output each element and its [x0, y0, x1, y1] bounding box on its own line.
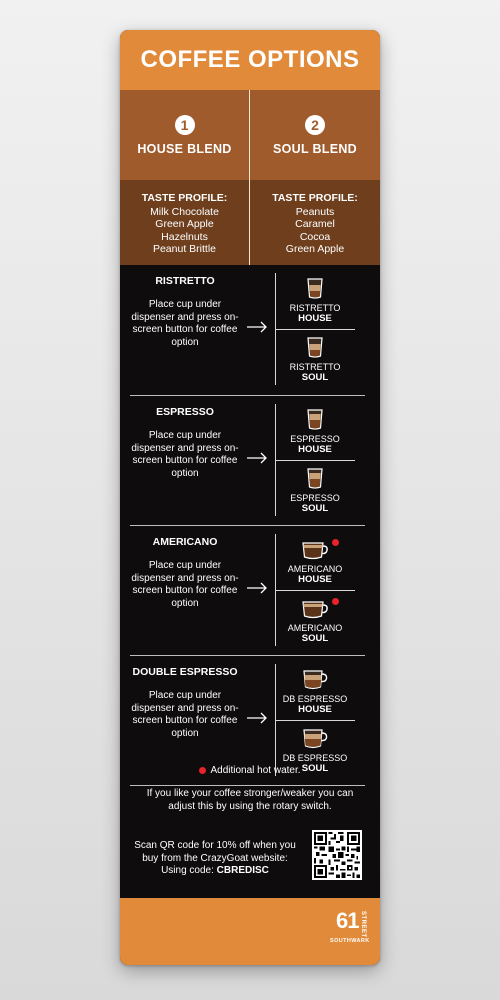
arrow-right-icon: [246, 712, 268, 724]
promo-code: CBREDISC: [216, 865, 269, 876]
footnote-text: Additional hot water.: [210, 765, 301, 776]
option-blend: HOUSE: [298, 444, 332, 455]
taste-note: Peanuts: [295, 205, 335, 218]
red-dot-icon: [199, 767, 206, 774]
qr-code-icon[interactable]: [312, 830, 362, 880]
logo-61-street: [330, 908, 370, 956]
option-name: AMERICANO: [287, 623, 343, 633]
option-blend: SOUL: [301, 633, 329, 644]
option-blend: HOUSE: [298, 574, 332, 585]
qr-promo-text: Scan QR code for 10% off when you buy from the CrazyGoat website:: [134, 840, 296, 864]
taste-profile-heading: TASTE PROFILE:: [141, 192, 228, 204]
section-americano: [120, 526, 380, 646]
logo-number: 61: [336, 908, 359, 933]
blend-number-badge: 1: [175, 115, 195, 135]
blend-header-row: [120, 90, 380, 180]
footer-band: [120, 898, 380, 965]
option-name: ESPRESSO: [290, 434, 340, 444]
section-description: Place cup under dispenser and press on-screen button for coffee option: [131, 560, 239, 609]
section-separator: [130, 785, 365, 786]
small-glass-cup-icon: [303, 276, 327, 300]
hot-water-indicator: [332, 539, 339, 546]
small-glass-cup-icon: [303, 466, 327, 490]
option-name: RISTRETTO: [289, 362, 341, 372]
glass-cup-icon: [300, 726, 330, 750]
arrow-right-icon: [246, 452, 268, 464]
section-description: Place cup under dispenser and press on-screen button for coffee option: [131, 299, 239, 348]
page-title: COFFEE OPTIONS: [120, 30, 380, 90]
taste-profile-heading: TASTE PROFILE:: [272, 192, 358, 204]
option-blend: SOUL: [301, 503, 329, 514]
taste-note: Green Apple: [285, 243, 345, 255]
option-name: DB ESPRESSO: [282, 753, 348, 763]
promo-code-line: [130, 865, 300, 878]
taste-note: Hazelnuts: [161, 230, 208, 243]
taste-profile-soul: [250, 180, 380, 265]
logo-street: STREET: [360, 911, 366, 938]
option-name: ESPRESSO: [290, 493, 340, 503]
mug-icon: [300, 537, 330, 561]
taste-note: Caramel: [295, 218, 335, 230]
mug-icon: [300, 596, 330, 620]
option-blend: HOUSE: [298, 704, 332, 715]
taste-profile-row: [120, 180, 380, 265]
taste-note: Peanut Brittle: [152, 243, 217, 255]
small-glass-cup-icon: [303, 407, 327, 431]
logo-area: SOUTHWARK: [330, 938, 370, 944]
option-name: RISTRETTO: [289, 303, 341, 313]
hot-water-footnote: [120, 765, 380, 776]
coffee-options-card: [120, 30, 380, 965]
section-ristretto: [120, 265, 380, 385]
promo-code-label: Using code:: [161, 865, 214, 876]
qr-promo: [130, 840, 300, 878]
section-description: Place cup under dispenser and press on-screen button for coffee option: [131, 690, 239, 739]
glass-cup-icon: [300, 667, 330, 691]
section-title: RISTRETTO: [155, 275, 215, 287]
option-name: DB ESPRESSO: [282, 694, 348, 704]
small-glass-cup-icon: [303, 335, 327, 359]
arrow-right-icon: [246, 321, 268, 333]
option-americano-soul[interactable]: [275, 595, 355, 651]
option-name: AMERICANO: [287, 564, 343, 574]
option-db-espresso-house[interactable]: [275, 666, 355, 722]
section-title: ESPRESSO: [156, 406, 214, 418]
blend-name: HOUSE BLEND: [137, 141, 232, 156]
option-americano-house[interactable]: [275, 536, 355, 592]
blend-soul: [250, 90, 380, 180]
option-espresso-soul[interactable]: [275, 465, 355, 521]
section-title: AMERICANO: [152, 536, 218, 548]
blend-name: SOUL BLEND: [272, 141, 358, 156]
strength-note: If you like your coffee stronger/weaker you can adjust this by using the rotary switch.: [146, 788, 354, 812]
section-description: Place cup under dispenser and press on-screen button for coffee option: [131, 430, 239, 479]
blend-house: [120, 90, 250, 180]
blend-number-badge: 2: [305, 115, 325, 135]
section-espresso: [120, 396, 380, 516]
option-blend: HOUSE: [298, 313, 332, 324]
option-espresso-house[interactable]: [275, 406, 355, 462]
option-blend: SOUL: [301, 763, 329, 774]
taste-note: Green Apple: [155, 218, 214, 230]
hot-water-indicator: [332, 598, 339, 605]
option-ristretto-house[interactable]: [275, 275, 355, 331]
section-double-espresso: [120, 656, 380, 776]
arrow-right-icon: [246, 582, 268, 594]
taste-note: Milk Chocolate: [150, 205, 219, 218]
section-title: DOUBLE ESPRESSO: [132, 666, 238, 678]
taste-profile-house: [120, 180, 250, 265]
option-blend: SOUL: [301, 372, 329, 383]
option-ristretto-soul[interactable]: [275, 334, 355, 390]
taste-note: Cocoa: [299, 230, 331, 243]
